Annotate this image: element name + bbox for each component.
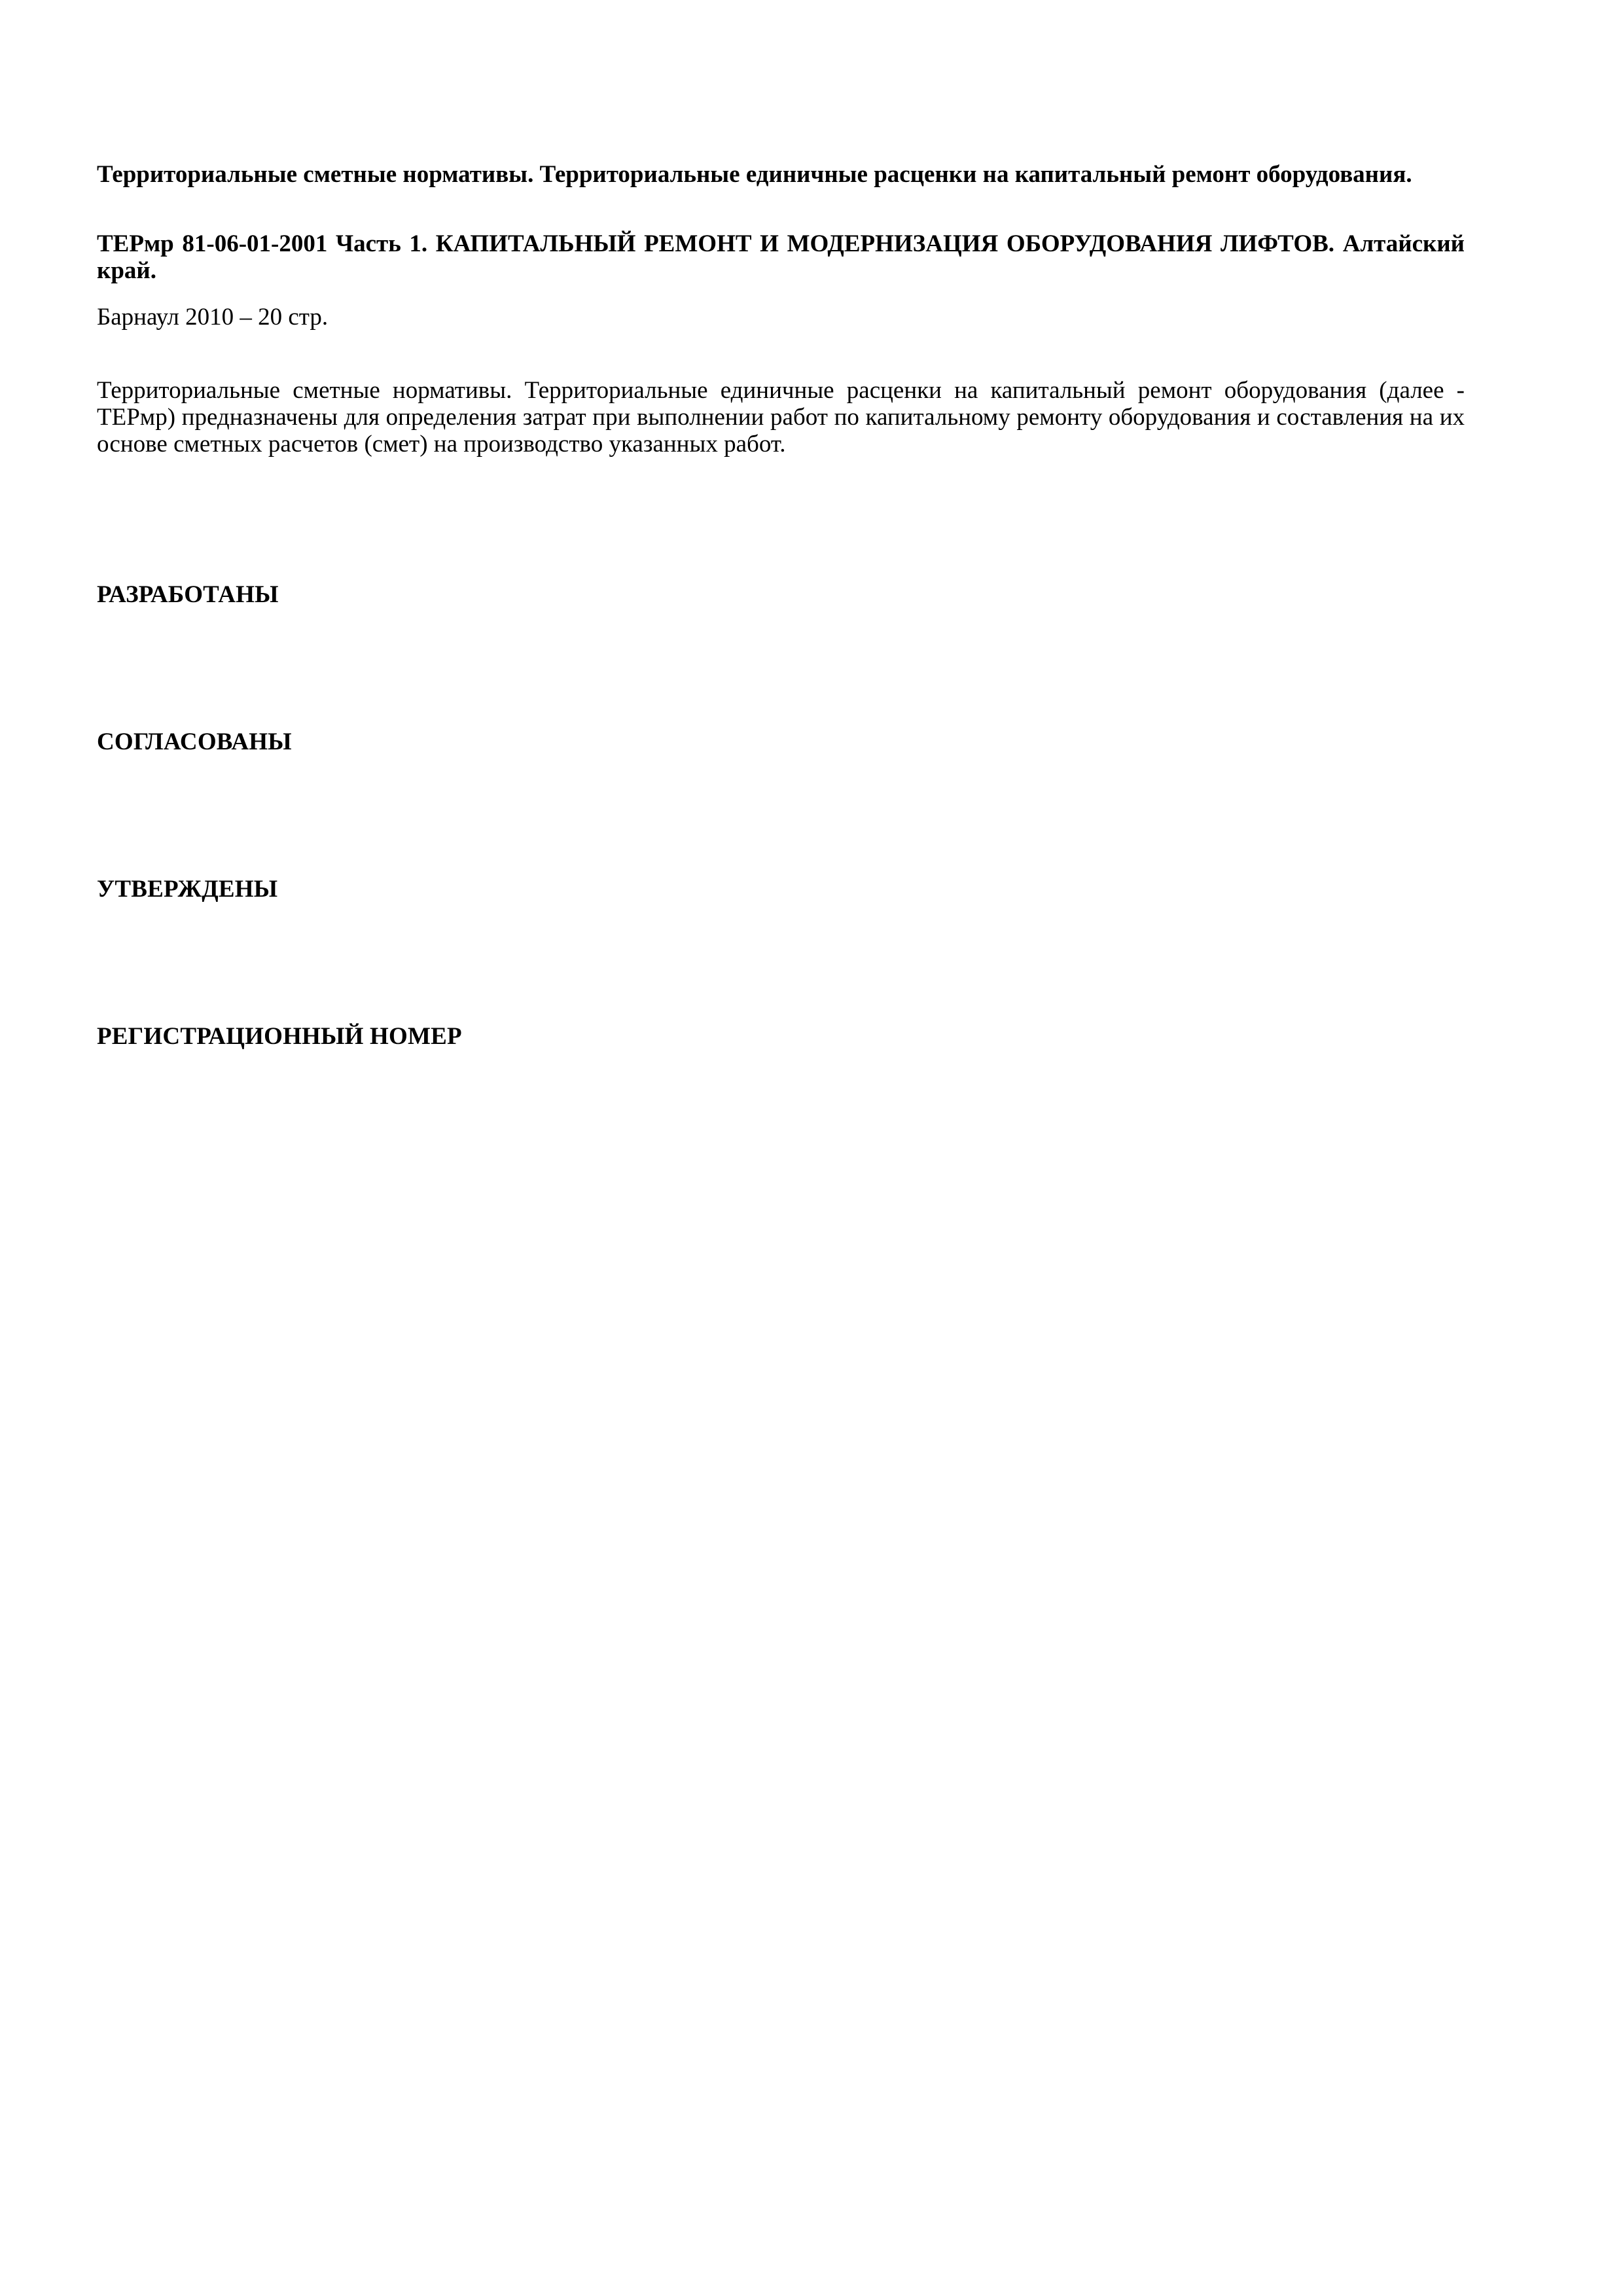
registration-number-heading: РЕГИСТРАЦИОННЫЙ НОМЕР bbox=[97, 1023, 462, 1050]
document-code-title: ТЕРмр 81-06-01-2001 Часть 1. КАПИТАЛЬНЫЙ РЕМОНТ И МОДЕРНИЗАЦИЯ ОБОРУДОВАНИЯ ЛИФТОВ. Алтайский край. bbox=[97, 230, 1465, 284]
developed-heading: РАЗРАБОТАНЫ bbox=[97, 581, 279, 608]
approved-heading: УТВЕРЖДЕНЫ bbox=[97, 876, 278, 903]
agreed-heading: СОГЛАСОВАНЫ bbox=[97, 728, 292, 755]
document-title: Территориальные сметные нормативы. Территориальные единичные расценки на капитальный ремонт оборудования. bbox=[97, 161, 1412, 188]
document-abstract: Территориальные сметные нормативы. Территориальные единичные расценки на капитальный ремонт оборудования (далее - ТЕРмр) предназначены для определения затрат при выполнении работ по капитальному ремонту оборудования и составления на их основе сметных расчетов (смет) на производство указанных работ. bbox=[97, 377, 1465, 457]
publication-info: Барнаул 2010 – 20 стр. bbox=[97, 304, 329, 331]
